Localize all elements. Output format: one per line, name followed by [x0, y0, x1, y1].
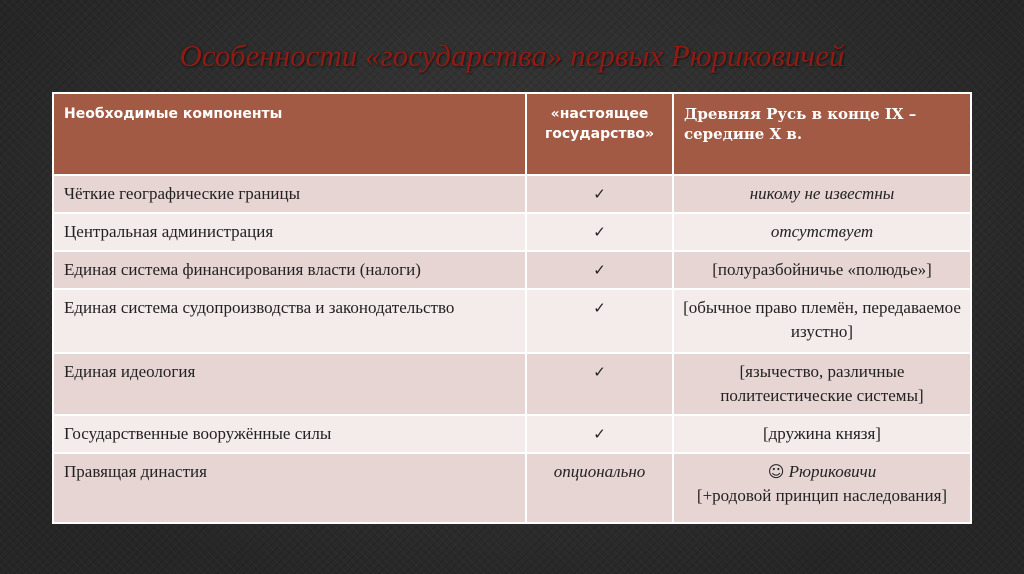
- table-row: [53, 175, 971, 213]
- rus-cell: [обычное право племён, передаваемое изустно]: [673, 289, 971, 353]
- checkmark-icon: ✓: [593, 425, 606, 443]
- rus-cell: [дружина князя]: [673, 415, 971, 453]
- rus-cell: [673, 453, 971, 523]
- state-cell: [526, 289, 673, 353]
- header-components: Необходимые компоненты: [53, 93, 526, 175]
- rus-cell: никому не известны: [673, 175, 971, 213]
- header-real-state: «настоящее государство»: [526, 93, 673, 175]
- table-row: [53, 453, 971, 523]
- comparison-table: [52, 92, 972, 524]
- rus-cell: [язычество, различные политеистические системы]: [673, 353, 971, 415]
- component-cell: Единая система судопроизводства и законодательство: [53, 289, 526, 353]
- table-row: [53, 213, 971, 251]
- smiley-icon: ☺: [767, 462, 785, 481]
- state-cell: [526, 415, 673, 453]
- checkmark-icon: ✓: [593, 223, 606, 241]
- state-cell: [526, 251, 673, 289]
- checkmark-icon: ✓: [593, 261, 606, 279]
- component-cell: Единая идеология: [53, 353, 526, 415]
- state-cell: опционально: [526, 453, 673, 523]
- component-cell: Государственные вооружённые силы: [53, 415, 526, 453]
- component-cell: Единая система финансирования власти (налоги): [53, 251, 526, 289]
- component-cell: Центральная администрация: [53, 213, 526, 251]
- slide-title: Особенности «государства» первых Рюриковичей: [179, 38, 845, 73]
- header-ancient-rus: Древняя Русь в конце IX – середине X в.: [673, 93, 971, 175]
- component-cell: Правящая династия: [53, 453, 526, 523]
- checkmark-icon: ✓: [593, 299, 606, 317]
- dynasty-note: [+родовой принцип наследования]: [696, 486, 948, 505]
- rus-cell: [полуразбойничье «полюдье»]: [673, 251, 971, 289]
- table-row: [53, 289, 971, 353]
- table-row: [53, 353, 971, 415]
- state-cell: [526, 353, 673, 415]
- checkmark-icon: ✓: [593, 363, 606, 381]
- dynasty-name: Рюриковичи: [788, 462, 877, 481]
- state-cell: [526, 175, 673, 213]
- rus-cell: отсутствует: [673, 213, 971, 251]
- table-header-row: [53, 93, 971, 175]
- table-row: [53, 415, 971, 453]
- component-cell: Чёткие географические границы: [53, 175, 526, 213]
- checkmark-icon: ✓: [593, 185, 606, 203]
- table-row: [53, 251, 971, 289]
- state-cell: [526, 213, 673, 251]
